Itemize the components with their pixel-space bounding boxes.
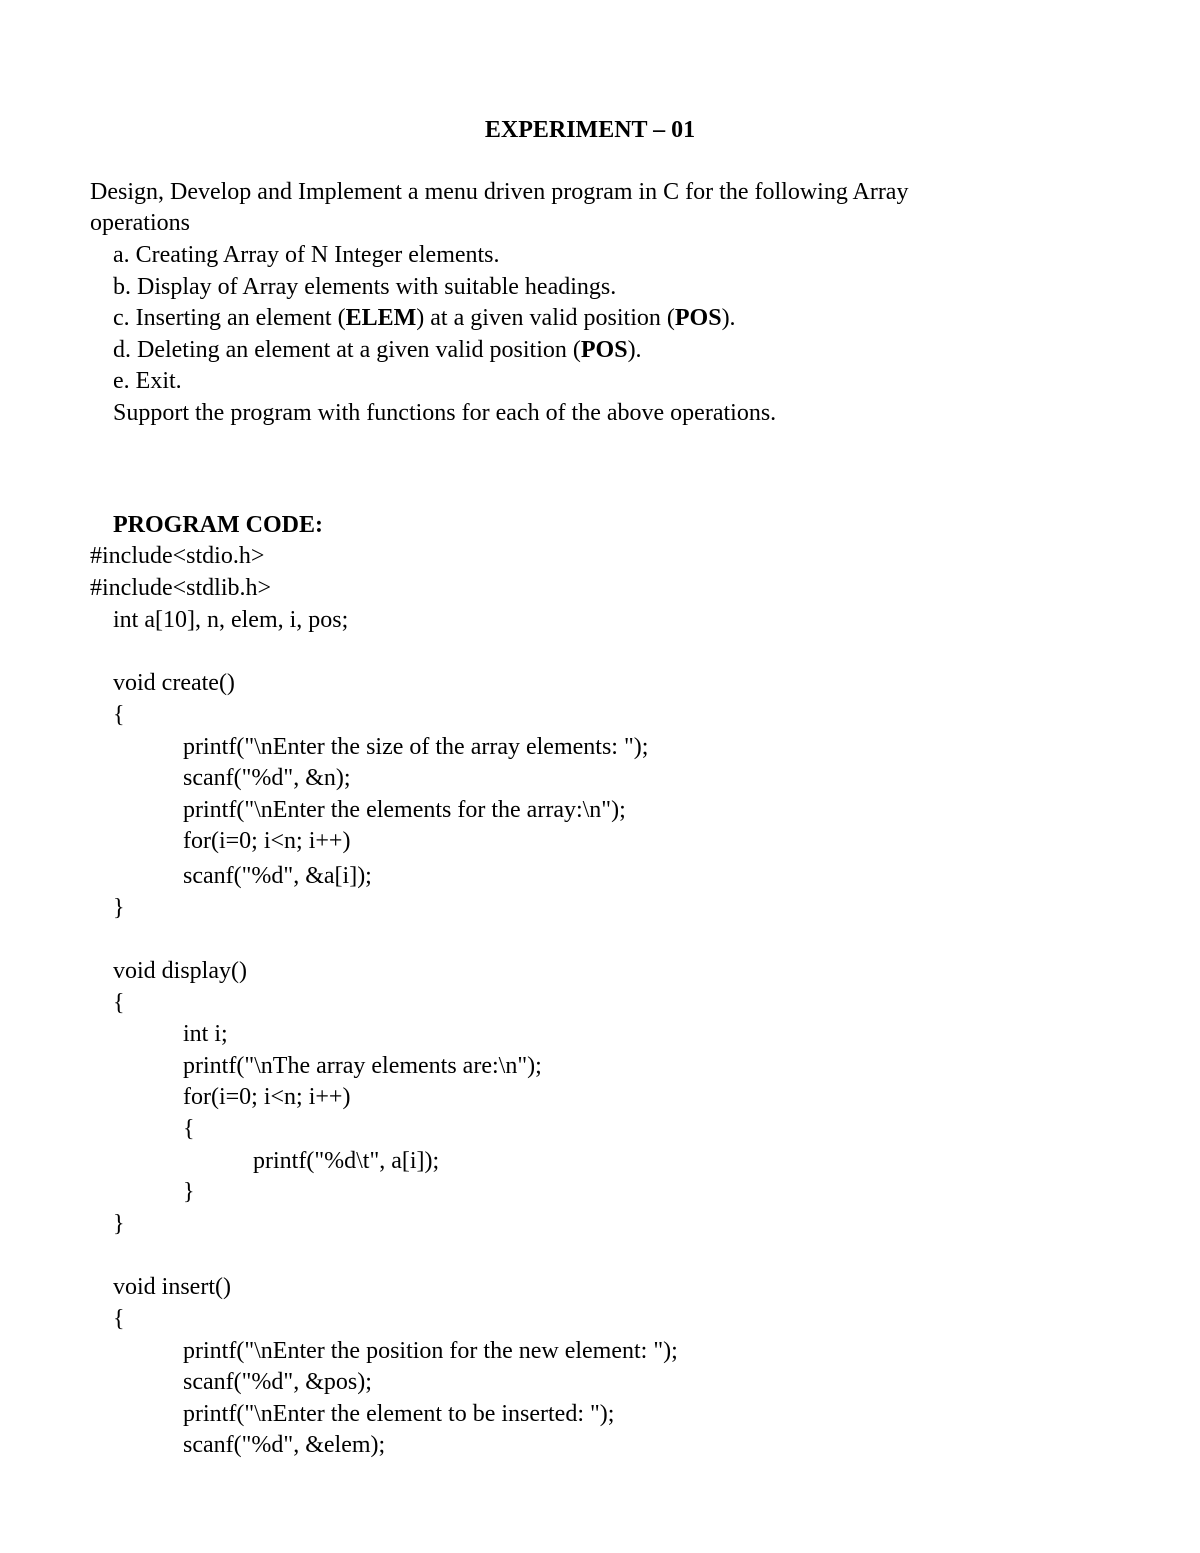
code-line: void display(): [113, 958, 247, 984]
code-line: }: [183, 1179, 195, 1205]
intro-line-1: Design, Develop and Implement a menu driven program in C for the following Array: [90, 179, 909, 205]
support-line: Support the program with functions for each of the above operations.: [113, 400, 777, 426]
code-line: int i;: [183, 1021, 228, 1047]
code-line: for(i=0; i<n; i++): [183, 1084, 351, 1110]
intro-line-2: operations: [90, 210, 190, 236]
code-line: scanf("%d", &n);: [183, 765, 351, 791]
item-c-pos: POS: [674, 305, 722, 331]
item-e: e. Exit.: [113, 368, 182, 394]
item-d-pos: POS: [580, 337, 628, 363]
code-line: printf("\nEnter the position for the new element: ");: [183, 1338, 678, 1364]
code-line: {: [113, 990, 125, 1016]
code-line: }: [113, 1211, 125, 1237]
code-line: printf("\nEnter the element to be inserted: ");: [183, 1401, 615, 1427]
item-c: [113, 306, 736, 332]
code-line: {: [113, 702, 125, 728]
code-line: {: [183, 1116, 195, 1142]
item-b: b. Display of Array elements with suitable headings.: [113, 274, 617, 300]
code-line: {: [113, 1306, 125, 1332]
item-c-text-1: c. Inserting an element (: [113, 305, 346, 331]
item-c-elem: ELEM: [345, 305, 417, 331]
code-line: for(i=0; i<n; i++): [183, 828, 351, 854]
item-a: a. Creating Array of N Integer elements.: [113, 242, 500, 268]
item-d-text-1: d. Deleting an element at a given valid position (: [113, 337, 581, 363]
code-line: void create(): [113, 670, 235, 696]
code-line: printf("%d\t", a[i]);: [253, 1148, 440, 1174]
code-line: void insert(): [113, 1274, 231, 1300]
program-code-heading: PROGRAM CODE:: [113, 512, 323, 538]
item-c-text-2: ) at a given valid position (: [416, 305, 675, 331]
document-title: EXPERIMENT – 01: [484, 117, 696, 143]
code-line: printf("\nEnter the elements for the array:\n");: [183, 797, 626, 823]
code-line: #include<stdio.h>: [90, 543, 265, 569]
code-line: printf("\nThe array elements are:\n");: [183, 1053, 542, 1079]
code-line: scanf("%d", &pos);: [183, 1369, 372, 1395]
code-line: }: [113, 895, 125, 921]
code-line: scanf("%d", &elem);: [183, 1432, 386, 1458]
code-line: int a[10], n, elem, i, pos;: [113, 607, 349, 633]
item-d-text-2: ).: [627, 337, 642, 363]
code-line: printf("\nEnter the size of the array elements: ");: [183, 734, 649, 760]
item-d: [113, 338, 642, 364]
item-c-text-3: ).: [721, 305, 736, 331]
code-line: #include<stdlib.h>: [90, 575, 272, 601]
code-line: scanf("%d", &a[i]);: [183, 863, 372, 889]
